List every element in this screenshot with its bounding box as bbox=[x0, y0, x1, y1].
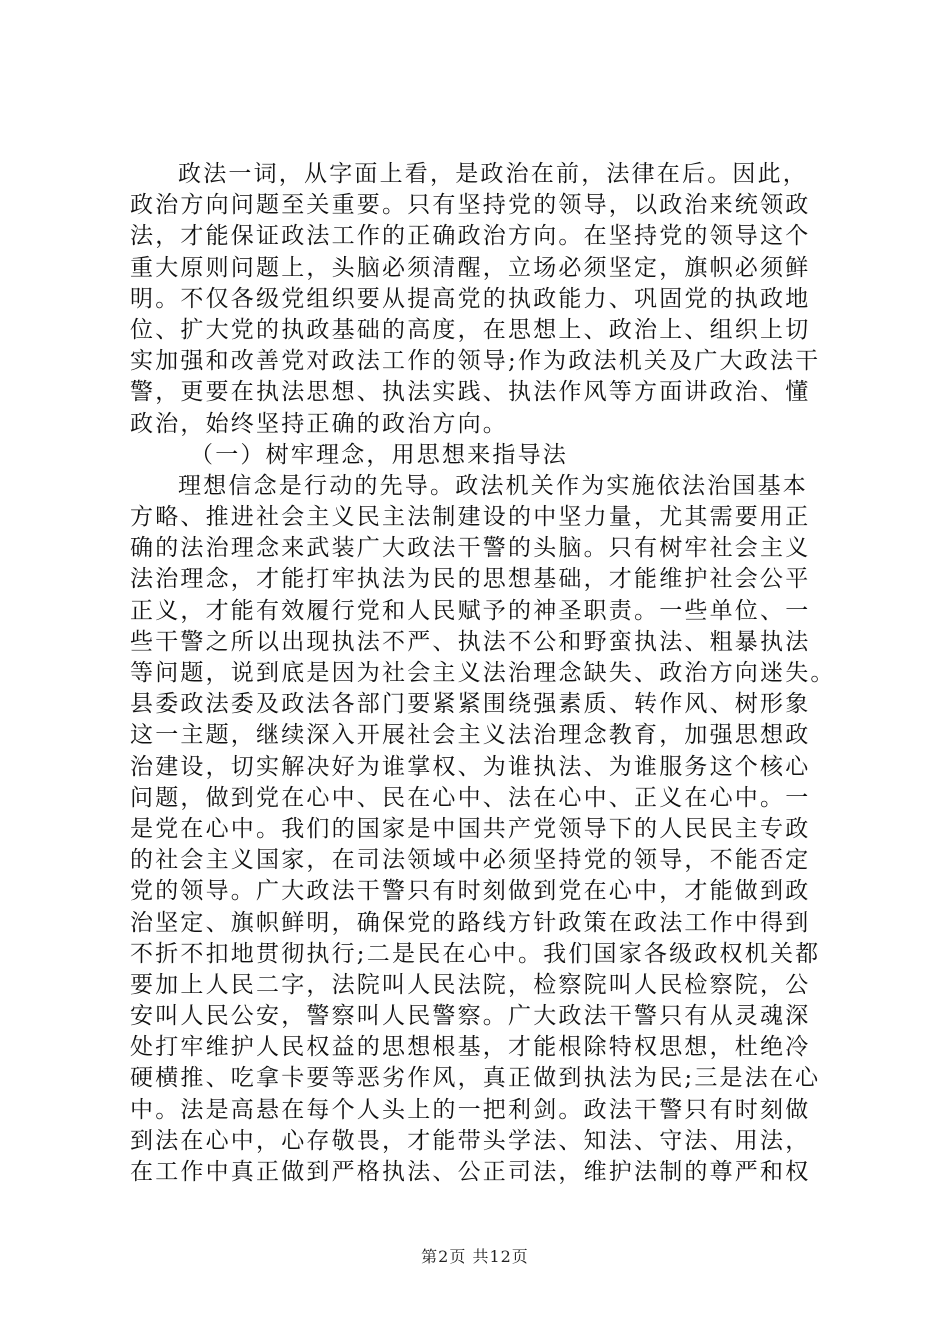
text-line: 方略、推进社会主义民主法制建设的中坚力量，尤其需要用正 bbox=[130, 504, 811, 531]
text-line: 治坚定、旗帜鲜明，确保党的路线方针政策在政法工作中得到 bbox=[130, 909, 811, 936]
text-line: 硬横推、吃拿卡要等恶劣作风，真正做到执法为民;三是法在心 bbox=[130, 1065, 821, 1092]
text-line: 等问题，说到底是因为社会主义法治理念缺失、政治方向迷失。 bbox=[130, 660, 836, 686]
text-line: 党的领导。广大政法干警只有时刻做到党在心中，才能做到政 bbox=[130, 878, 811, 905]
text-line: 位、扩大党的执政基础的高度，在思想上、政治上、组织上切 bbox=[130, 316, 811, 343]
text-line: 警，更要在执法思想、执法实践、执法作风等方面讲政治、懂 bbox=[130, 379, 811, 406]
text-line: 治建设，切实解决好为谁掌权、为谁执法、为谁服务这个核心 bbox=[130, 753, 811, 780]
text-line: 处打牢维护人民权益的思想根基，才能根除特权思想，杜绝冷 bbox=[130, 1034, 811, 1061]
text-line: 些干警之所以出现执法不严、执法不公和野蛮执法、粗暴执法 bbox=[130, 628, 811, 655]
text-line: 正义，才能有效履行党和人民赋予的神圣职责。一些单位、一 bbox=[130, 597, 811, 624]
text-line: 是党在心中。我们的国家是中国共产党领导下的人民民主专政 bbox=[130, 815, 811, 842]
text-line: 安叫人民公安，警察叫人民警察。广大政法干警只有从灵魂深 bbox=[130, 1003, 811, 1030]
text-line: 明。不仅各级党组织要从提高党的执政能力、巩固党的执政地 bbox=[130, 285, 811, 312]
text-line: 政治方向问题至关重要。只有坚持党的领导，以政治来统领政 bbox=[130, 192, 811, 219]
text-line: 政治，始终坚持正确的政治方向。 bbox=[130, 410, 508, 437]
text-line: 政法一词，从字面上看，是政治在前，法律在后。因此， bbox=[178, 161, 808, 187]
text-line: 的社会主义国家，在司法领域中必须坚持党的领导，不能否定 bbox=[130, 847, 811, 874]
page-number-footer: 第2页 共12页 bbox=[421, 1247, 529, 1266]
text-line: 法，才能保证政法工作的正确政治方向。在坚持党的领导这个 bbox=[130, 223, 811, 250]
section-heading: （一）树牢理念，用思想来指导法 bbox=[190, 441, 568, 468]
text-line: 确的法治理念来武装广大政法干警的头脑。只有树牢社会主义 bbox=[130, 535, 811, 562]
text-line: 到法在心中，心存敬畏，才能带头学法、知法、守法、用法， bbox=[130, 1127, 811, 1154]
text-line: 不折不扣地贯彻执行;二是民在心中。我们国家各级政权机关都 bbox=[130, 940, 821, 967]
body-text bbox=[130, 159, 836, 1188]
text-line: 理想信念是行动的先导。政法机关作为实施依法治国基本 bbox=[178, 472, 808, 499]
text-line: 县委政法委及政法各部门要紧紧围绕强素质、转作风、树形象 bbox=[130, 691, 811, 718]
text-line: 在工作中真正做到严格执法、公正司法，维护法制的尊严和权 bbox=[130, 1159, 811, 1185]
text-line: 要加上人民二字，法院叫人民法院，检察院叫人民检察院，公 bbox=[130, 971, 811, 998]
text-line: 实加强和改善党对政法工作的领导;作为政法机关及广大政法干 bbox=[130, 348, 821, 375]
text-line: 法治理念，才能打牢执法为民的思想基础，才能维护社会公平 bbox=[130, 566, 811, 593]
text-line: 中。法是高悬在每个人头上的一把利剑。政法干警只有时刻做 bbox=[130, 1096, 811, 1123]
text-line: 重大原则问题上，头脑必须清醒，立场必须坚定，旗帜必须鲜 bbox=[130, 254, 811, 281]
text-line: 问题，做到党在心中、民在心中、法在心中、正义在心中。一 bbox=[130, 784, 811, 811]
text-line: 这一主题，继续深入开展社会主义法治理念教育，加强思想政 bbox=[130, 722, 811, 749]
